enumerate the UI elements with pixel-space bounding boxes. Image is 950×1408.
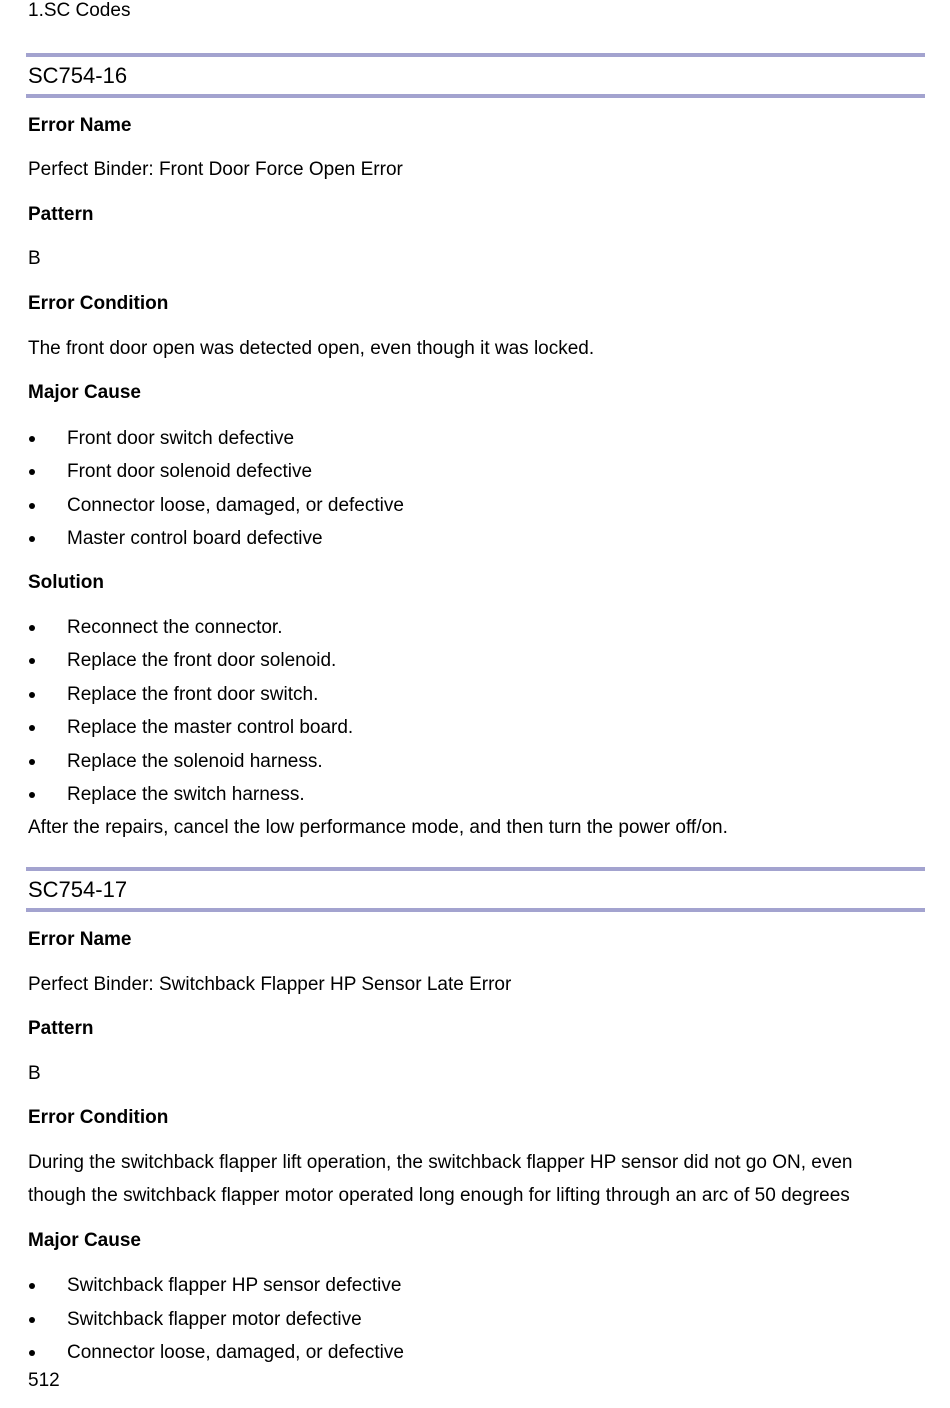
cause-item: Front door switch defective: [67, 428, 295, 449]
solution-item: Replace the front door switch.: [67, 684, 319, 705]
bullet-icon: [29, 436, 35, 442]
section-rule-bottom: [26, 94, 925, 98]
running-header: 1.SC Codes: [28, 0, 131, 21]
solution-item: Replace the solenoid harness.: [67, 751, 323, 772]
bullet-icon: [29, 536, 35, 542]
pattern-value: B: [28, 248, 41, 269]
bullet-icon: [29, 658, 35, 664]
error-name-label: Error Name: [28, 929, 132, 950]
cause-item: Switchback flapper HP sensor defective: [67, 1275, 402, 1296]
major-cause-label: Major Cause: [28, 382, 141, 403]
section-rule-top: [26, 53, 925, 57]
error-condition-text: though the switchback flapper motor operated long enough for lifting through an arc of 50 degrees: [28, 1185, 850, 1206]
pattern-value: B: [28, 1063, 41, 1084]
error-condition-label: Error Condition: [28, 293, 169, 314]
bullet-icon: [29, 759, 35, 765]
major-cause-label: Major Cause: [28, 1230, 141, 1251]
error-condition-text: The front door open was detected open, even though it was locked.: [28, 338, 595, 359]
section-rule-bottom: [26, 908, 925, 912]
error-name-value: Perfect Binder: Switchback Flapper HP Sensor Late Error: [28, 974, 512, 995]
bullet-icon: [29, 469, 35, 475]
bullet-icon: [29, 725, 35, 731]
page-number: 512: [28, 1370, 60, 1391]
sc-code-title: SC754-17: [28, 877, 128, 902]
pattern-label: Pattern: [28, 204, 94, 225]
error-condition-label: Error Condition: [28, 1107, 169, 1128]
section-rule-top: [26, 867, 925, 871]
error-condition-text: During the switchback flapper lift operation, the switchback flapper HP sensor did not go ON, even: [28, 1152, 853, 1173]
bullet-icon: [29, 1350, 35, 1356]
solution-label: Solution: [28, 572, 104, 593]
solution-item: Replace the front door solenoid.: [67, 650, 337, 671]
bullet-icon: [29, 1317, 35, 1323]
solution-item: Reconnect the connector.: [67, 617, 283, 638]
repair-note: After the repairs, cancel the low performance mode, and then turn the power off/on.: [28, 817, 728, 838]
cause-item: Front door solenoid defective: [67, 461, 313, 482]
error-name-label: Error Name: [28, 115, 132, 136]
cause-item: Connector loose, damaged, or defective: [67, 495, 404, 516]
solution-item: Replace the switch harness.: [67, 784, 305, 805]
bullet-icon: [29, 1283, 35, 1289]
bullet-icon: [29, 503, 35, 509]
pattern-label: Pattern: [28, 1018, 94, 1039]
cause-item: Master control board defective: [67, 528, 323, 549]
cause-item: Connector loose, damaged, or defective: [67, 1342, 404, 1363]
bullet-icon: [29, 792, 35, 798]
bullet-icon: [29, 625, 35, 631]
cause-item: Switchback flapper motor defective: [67, 1309, 362, 1330]
sc-code-title: SC754-16: [28, 63, 128, 88]
error-name-value: Perfect Binder: Front Door Force Open Error: [28, 159, 403, 180]
solution-item: Replace the master control board.: [67, 717, 354, 738]
bullet-icon: [29, 692, 35, 698]
